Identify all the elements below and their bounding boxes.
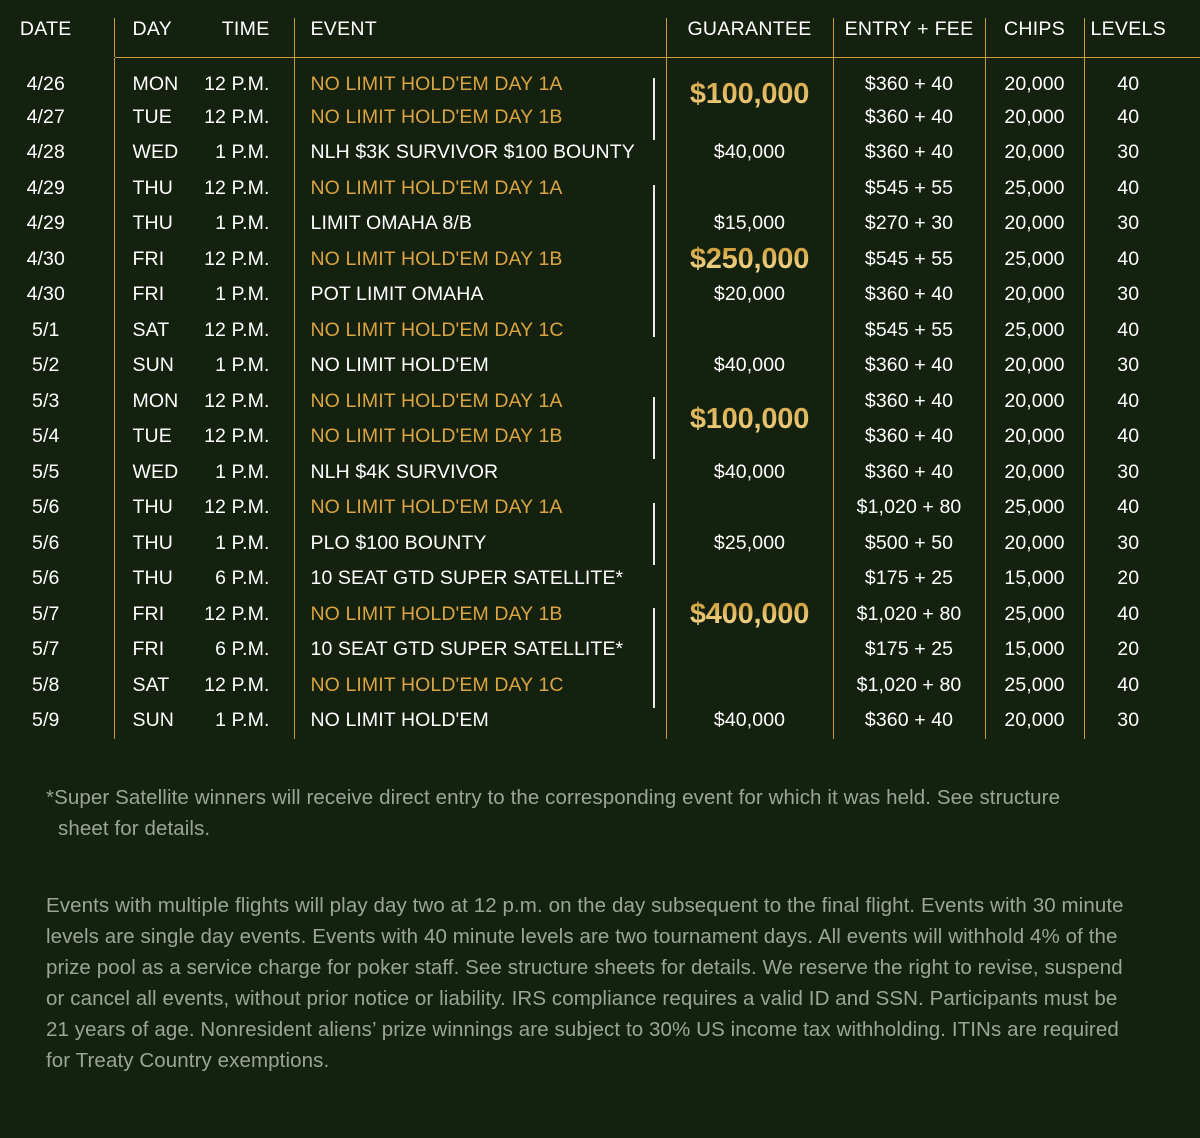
cell-date: 5/8: [32, 673, 60, 696]
cell-time: 12 P.M.: [204, 176, 270, 199]
cell-guarantee: $250,000: [666, 242, 833, 278]
cell-chips: 20,000: [985, 58, 1084, 100]
cell-entry-fee: $360 + 40: [833, 455, 985, 491]
cell-time: 12 P.M.: [204, 105, 270, 128]
cell-event: NO LIMIT HOLD'EM DAY 1B: [294, 597, 666, 633]
column-header-date: DATE: [19, 18, 72, 40]
cell-entry-fee: $360 + 40: [833, 703, 985, 739]
cell-date: 4/26: [26, 72, 65, 95]
cell-event: NO LIMIT HOLD'EM DAY 1C: [294, 313, 666, 349]
cell-event: NLH $3K SURVIVOR $100 BOUNTY: [294, 135, 666, 171]
cell-date: 5/9: [32, 709, 60, 732]
cell-event: LIMIT OMAHA 8/B: [294, 206, 666, 242]
cell-date: 5/4: [32, 425, 60, 448]
cell-levels: 30: [1084, 348, 1200, 384]
cell-entry-fee: $1,020 + 80: [833, 490, 985, 526]
cell-entry-fee: $1,020 + 80: [833, 668, 985, 704]
cell-day: THU: [114, 490, 194, 526]
cell-entry-fee: $175 + 25: [833, 632, 985, 668]
cell-guarantee: $40,000: [666, 455, 833, 491]
cell-day: FRI: [114, 632, 194, 668]
table-row: [0, 242, 1200, 278]
cell-time: 12 P.M.: [204, 602, 270, 625]
cell-entry-fee: $360 + 40: [833, 58, 985, 100]
cell-day: WED: [114, 135, 194, 171]
cell-chips: 20,000: [985, 206, 1084, 242]
cell-levels: 20: [1084, 561, 1200, 597]
cell-day: THU: [114, 206, 194, 242]
cell-event: NO LIMIT HOLD'EM: [294, 703, 666, 739]
cell-time: 12 P.M.: [204, 425, 270, 448]
column-header-guarantee: GUARANTEE: [666, 18, 833, 58]
cell-day: FRI: [114, 242, 194, 278]
table-row: [0, 703, 1200, 739]
table-row: [0, 632, 1200, 668]
cell-event: NO LIMIT HOLD'EM DAY 1A: [294, 58, 666, 100]
cell-day: FRI: [114, 277, 194, 313]
cell-event: NO LIMIT HOLD'EM DAY 1B: [294, 242, 666, 278]
cell-entry-fee: $270 + 30: [833, 206, 985, 242]
column-header-levels: LEVELS: [1084, 18, 1200, 58]
cell-time: 6 P.M.: [215, 638, 270, 661]
cell-date: 4/27: [26, 105, 65, 128]
cell-guarantee: $100,000: [666, 58, 833, 136]
cell-levels: 40: [1084, 597, 1200, 633]
cell-levels: 40: [1084, 384, 1200, 420]
cell-levels: 20: [1084, 632, 1200, 668]
cell-guarantee: $400,000: [666, 597, 833, 633]
table-row: [0, 384, 1200, 420]
table-row: [0, 135, 1200, 171]
cell-chips: 20,000: [985, 703, 1084, 739]
table-row: [0, 561, 1200, 597]
cell-time: 1 P.M.: [215, 354, 270, 377]
general-footnote: Events with multiple flights will play day two at 12 p.m. on the day subsequent to the final flight. Events with 30 minute levels are single day events. Events with 40 minute levels are two tournament days. All events will withhold 4% of the prize pool as a service charge for poker staff. See structure sheets for details. We reserve the right to revise, suspend or cancel all events, without prior notice or liability. IRS compliance requires a valid ID and SSN. Participants must be 21 years of age. Nonresident aliens’ prize winnings are subject to 30% US income tax withholding. ITINs are required for Treaty Country exemptions.: [46, 894, 1124, 1072]
table-row: [0, 277, 1200, 313]
cell-levels: 30: [1084, 135, 1200, 171]
cell-time: 12 P.M.: [204, 496, 270, 519]
column-header-time: TIME: [194, 18, 294, 58]
cell-date: 5/6: [32, 496, 60, 519]
cell-guarantee: $40,000: [666, 135, 833, 171]
cell-time: 1 P.M.: [215, 460, 270, 483]
cell-event: NO LIMIT HOLD'EM DAY 1B: [294, 419, 666, 455]
cell-day: THU: [114, 561, 194, 597]
satellite-footnote: *Super Satellite winners will receive direct entry to the corresponding event for which it was held. See structure sheet for details.: [46, 786, 1061, 840]
cell-date: 5/1: [32, 318, 60, 341]
cell-event: NO LIMIT HOLD'EM DAY 1A: [294, 171, 666, 207]
cell-chips: 25,000: [985, 597, 1084, 633]
cell-entry-fee: $360 + 40: [833, 384, 985, 420]
cell-chips: 25,000: [985, 242, 1084, 278]
table-row: [0, 58, 1200, 100]
cell-date: 4/30: [26, 247, 65, 270]
table-row: [0, 171, 1200, 207]
cell-date: 5/7: [32, 602, 60, 625]
cell-levels: 40: [1084, 419, 1200, 455]
cell-event: NO LIMIT HOLD'EM DAY 1A: [294, 384, 666, 420]
cell-guarantee: [666, 490, 833, 526]
cell-event: NO LIMIT HOLD'EM DAY 1B: [294, 100, 666, 136]
table-body: [0, 58, 1200, 739]
cell-day: SAT: [114, 668, 194, 704]
cell-guarantee: $40,000: [666, 703, 833, 739]
cell-time: 6 P.M.: [215, 567, 270, 590]
cell-event: PLO $100 BOUNTY: [294, 526, 666, 562]
cell-time: 1 P.M.: [215, 212, 270, 235]
cell-levels: 40: [1084, 58, 1200, 100]
cell-levels: 30: [1084, 277, 1200, 313]
cell-date: 5/2: [32, 354, 60, 377]
cell-time: 1 P.M.: [215, 531, 270, 554]
cell-time: 12 P.M.: [204, 247, 270, 270]
cell-chips: 20,000: [985, 455, 1084, 491]
cell-event: NO LIMIT HOLD'EM DAY 1C: [294, 668, 666, 704]
cell-time: 1 P.M.: [215, 283, 270, 306]
cell-day: TUE: [114, 419, 194, 455]
cell-date: 4/29: [26, 212, 65, 235]
cell-chips: 20,000: [985, 277, 1084, 313]
cell-guarantee: $40,000: [666, 348, 833, 384]
cell-chips: 20,000: [985, 526, 1084, 562]
cell-levels: 30: [1084, 703, 1200, 739]
cell-chips: 25,000: [985, 668, 1084, 704]
table-row: [0, 490, 1200, 526]
cell-day: SUN: [114, 348, 194, 384]
cell-entry-fee: $545 + 55: [833, 171, 985, 207]
cell-entry-fee: $175 + 25: [833, 561, 985, 597]
cell-event: NLH $4K SURVIVOR: [294, 455, 666, 491]
table-row: [0, 206, 1200, 242]
table-row: [0, 455, 1200, 491]
cell-entry-fee: $360 + 40: [833, 419, 985, 455]
cell-guarantee: [666, 668, 833, 704]
cell-day: THU: [114, 171, 194, 207]
column-header-entry-fee: ENTRY + FEE: [833, 18, 985, 58]
cell-levels: 30: [1084, 206, 1200, 242]
cell-entry-fee: $545 + 55: [833, 242, 985, 278]
cell-chips: 25,000: [985, 490, 1084, 526]
cell-day: TUE: [114, 100, 194, 136]
table-row: [0, 526, 1200, 562]
cell-levels: 40: [1084, 100, 1200, 136]
cell-entry-fee: $500 + 50: [833, 526, 985, 562]
cell-entry-fee: $360 + 40: [833, 348, 985, 384]
tournament-schedule-table: [0, 18, 1200, 739]
cell-date: 4/30: [26, 283, 65, 306]
cell-chips: 20,000: [985, 419, 1084, 455]
cell-date: 4/28: [26, 141, 65, 164]
cell-guarantee: [666, 313, 833, 349]
cell-time: 12 P.M.: [204, 389, 270, 412]
header-row: [0, 18, 1200, 58]
cell-chips: 25,000: [985, 171, 1084, 207]
cell-event: 10 SEAT GTD SUPER SATELLITE*: [294, 561, 666, 597]
cell-levels: 40: [1084, 313, 1200, 349]
cell-event: POT LIMIT OMAHA: [294, 277, 666, 313]
cell-guarantee: [666, 171, 833, 207]
table-row: [0, 100, 1200, 136]
cell-event: NO LIMIT HOLD'EM DAY 1A: [294, 490, 666, 526]
cell-levels: 30: [1084, 455, 1200, 491]
footnotes: [0, 782, 1200, 1076]
cell-date: 4/29: [26, 176, 65, 199]
column-header-chips: CHIPS: [985, 18, 1084, 58]
cell-day: MON: [114, 58, 194, 100]
cell-time: 12 P.M.: [204, 318, 270, 341]
column-header-day: DAY: [114, 18, 194, 58]
cell-chips: 25,000: [985, 313, 1084, 349]
cell-date: 5/5: [32, 460, 60, 483]
cell-date: 5/6: [32, 531, 60, 554]
cell-day: THU: [114, 526, 194, 562]
cell-guarantee: $15,000: [666, 206, 833, 242]
cell-guarantee: $25,000: [666, 526, 833, 562]
table-row: [0, 668, 1200, 704]
cell-entry-fee: $545 + 55: [833, 313, 985, 349]
cell-guarantee: $100,000: [666, 384, 833, 455]
cell-entry-fee: $360 + 40: [833, 100, 985, 136]
cell-chips: 20,000: [985, 135, 1084, 171]
cell-chips: 15,000: [985, 632, 1084, 668]
cell-time: 12 P.M.: [204, 673, 270, 696]
table-row: [0, 419, 1200, 455]
cell-chips: 20,000: [985, 384, 1084, 420]
table-row: [0, 313, 1200, 349]
cell-guarantee: [666, 632, 833, 668]
cell-time: 1 P.M.: [215, 141, 270, 164]
table-header: [0, 18, 1200, 58]
cell-chips: 20,000: [985, 100, 1084, 136]
cell-entry-fee: $360 + 40: [833, 135, 985, 171]
cell-time: 12 P.M.: [204, 72, 270, 95]
table-row: [0, 597, 1200, 633]
cell-entry-fee: $1,020 + 80: [833, 597, 985, 633]
cell-guarantee: $20,000: [666, 277, 833, 313]
cell-day: MON: [114, 384, 194, 420]
cell-entry-fee: $360 + 40: [833, 277, 985, 313]
cell-chips: 20,000: [985, 348, 1084, 384]
cell-day: SAT: [114, 313, 194, 349]
cell-guarantee: [666, 561, 833, 597]
cell-event: 10 SEAT GTD SUPER SATELLITE*: [294, 632, 666, 668]
cell-day: WED: [114, 455, 194, 491]
cell-levels: 30: [1084, 526, 1200, 562]
cell-day: SUN: [114, 703, 194, 739]
cell-levels: 40: [1084, 242, 1200, 278]
cell-chips: 15,000: [985, 561, 1084, 597]
cell-day: FRI: [114, 597, 194, 633]
table-row: [0, 348, 1200, 384]
cell-date: 5/7: [32, 638, 60, 661]
cell-time: 1 P.M.: [215, 709, 270, 732]
cell-date: 5/3: [32, 389, 60, 412]
cell-levels: 40: [1084, 171, 1200, 207]
cell-event: NO LIMIT HOLD'EM: [294, 348, 666, 384]
cell-levels: 40: [1084, 668, 1200, 704]
cell-levels: 40: [1084, 490, 1200, 526]
column-header-event: EVENT: [294, 18, 666, 58]
cell-date: 5/6: [32, 567, 60, 590]
